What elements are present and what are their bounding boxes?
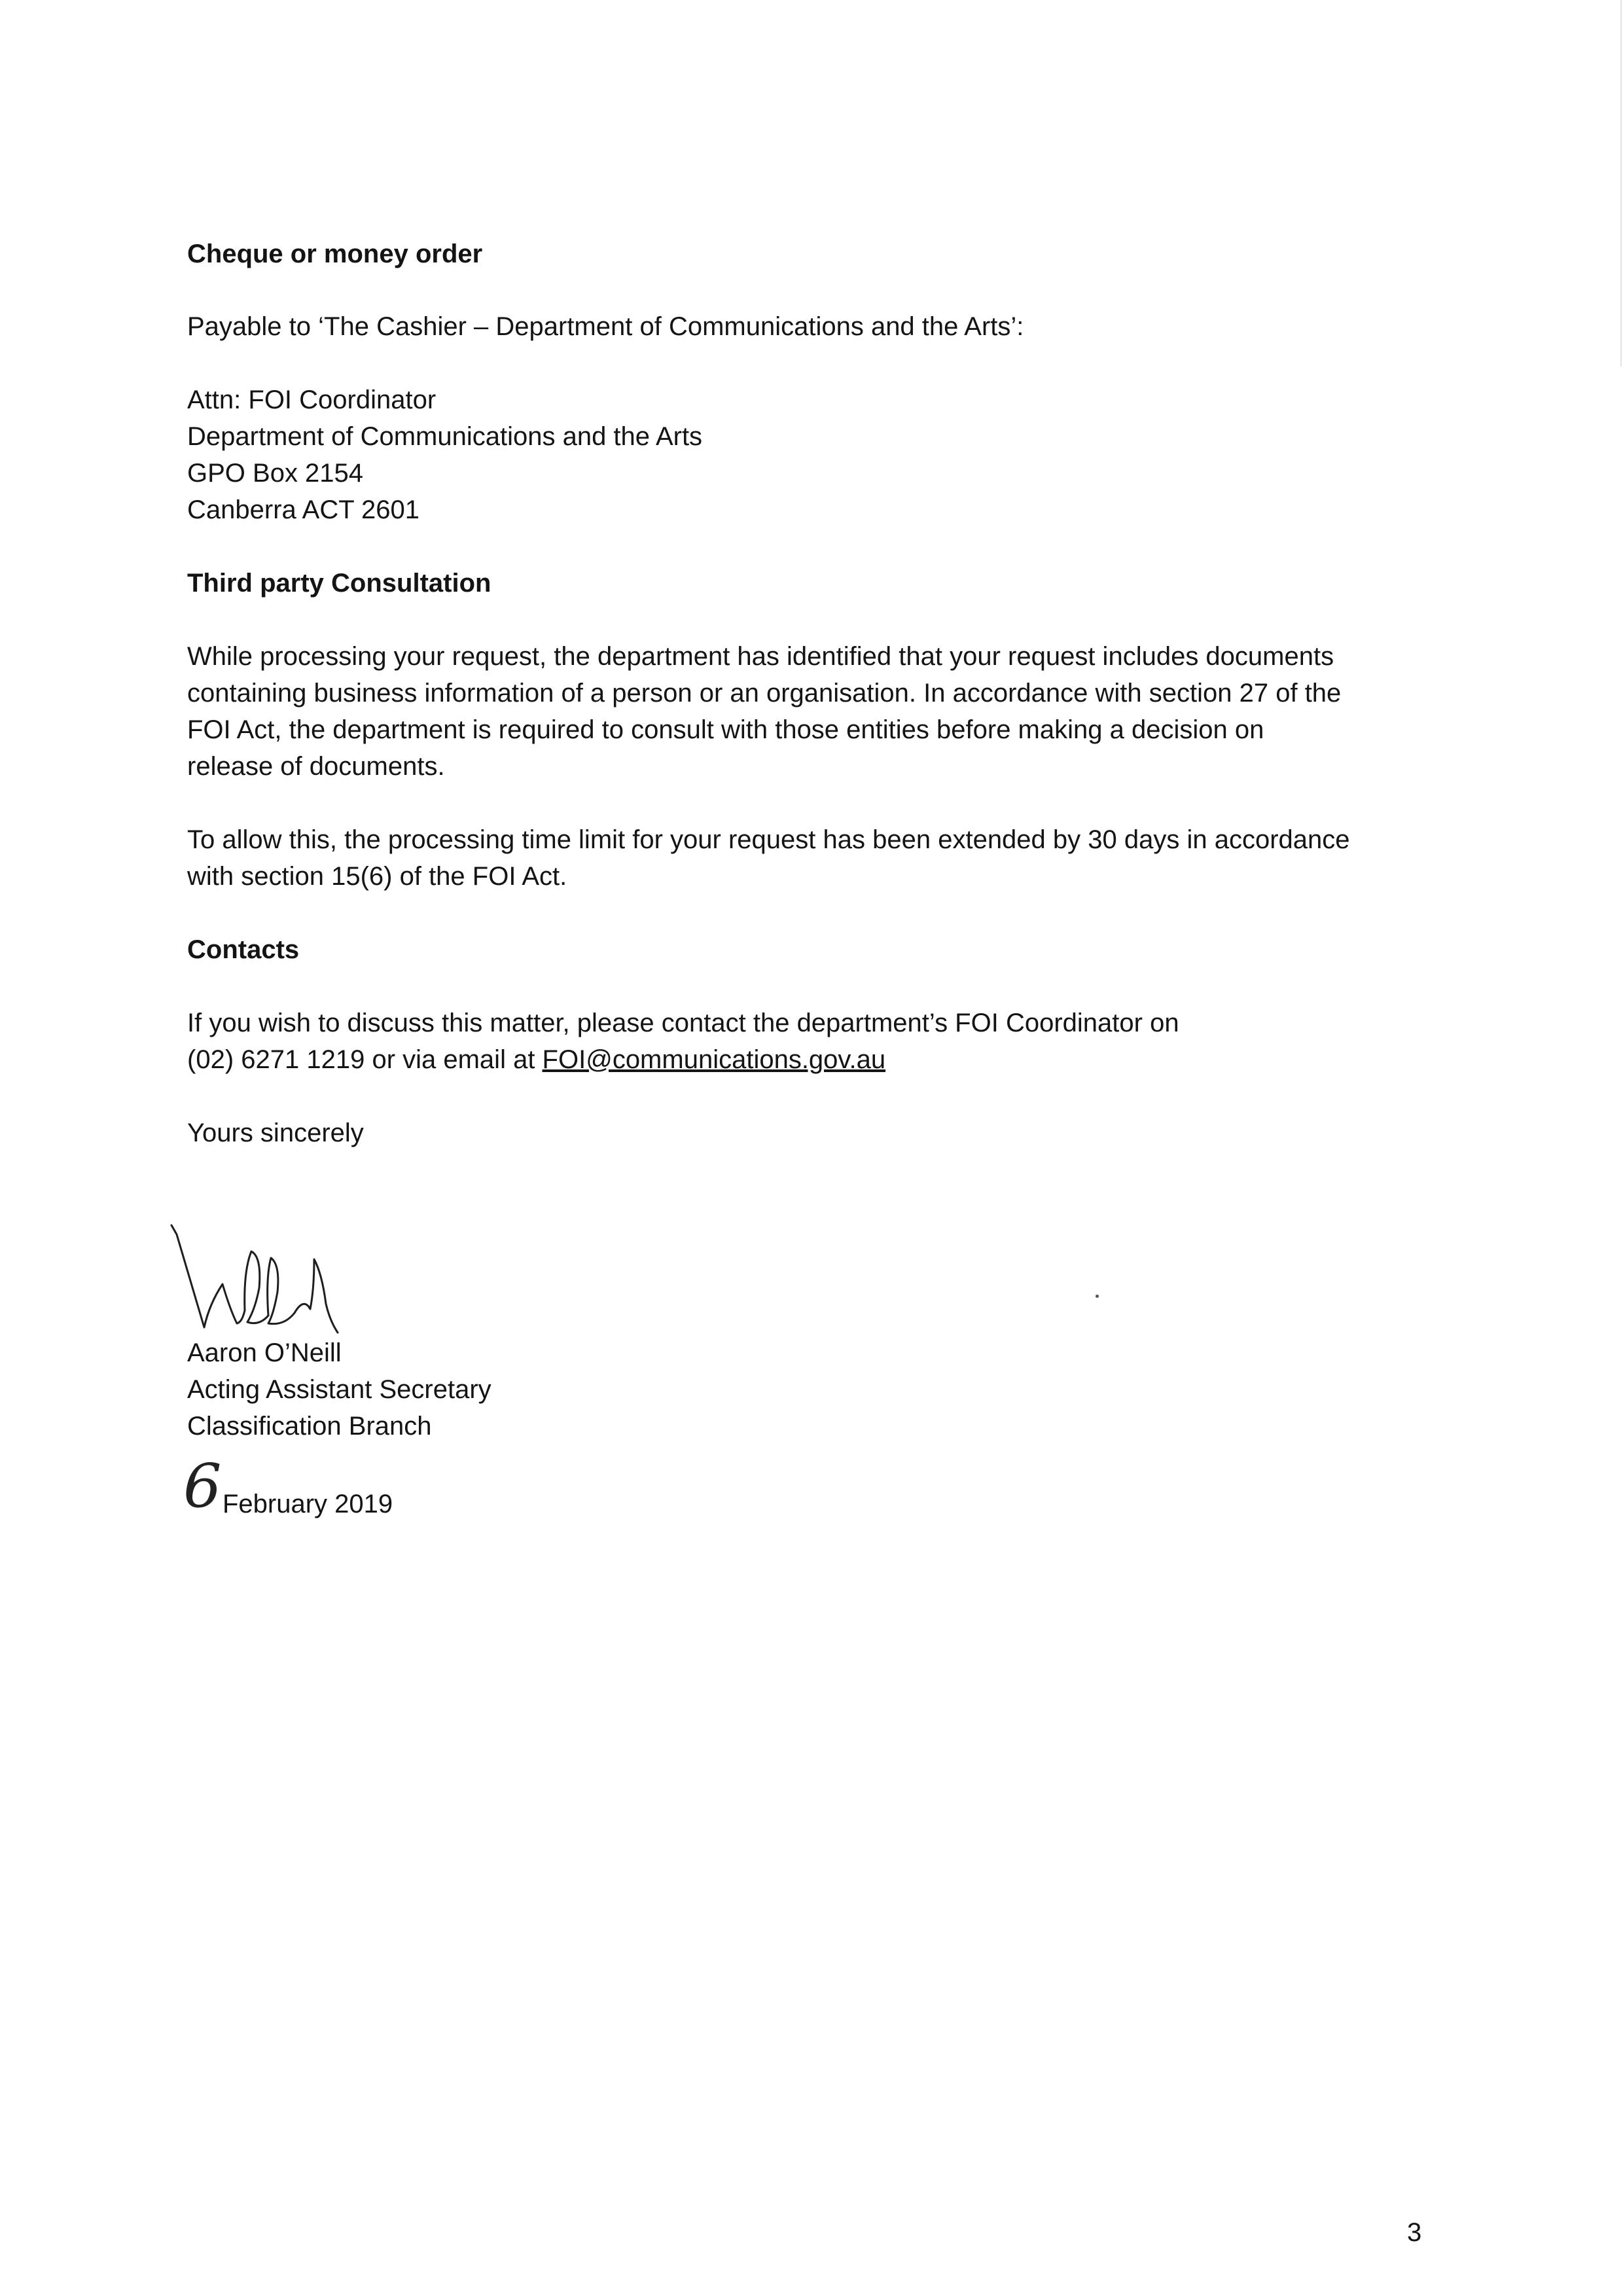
paragraph-line: While processing your request, the department has identified that your request includes documents [187, 642, 1334, 671]
phone-text: (02) 6271 1219 or via email at [187, 1045, 543, 1074]
salutation: Yours sincerely [187, 1119, 364, 1147]
signatory-title: Acting Assistant Secretary [187, 1375, 491, 1404]
scan-edge-mark [1620, 0, 1622, 367]
date-month-year: February 2019 [223, 1490, 393, 1518]
address-line: GPO Box 2154 [187, 459, 364, 488]
cheque-heading: Cheque or money order [187, 240, 483, 268]
consultation-heading: Third party Consultation [187, 569, 491, 598]
address-line: Department of Communications and the Arts [187, 422, 703, 451]
handwritten-signature [164, 1211, 360, 1342]
signatory-name: Aaron O’Neill [187, 1338, 342, 1367]
scan-speck [1096, 1295, 1099, 1298]
handwritten-date-day: 6 [183, 1451, 222, 1521]
contacts-heading: Contacts [187, 935, 300, 964]
email-link[interactable]: FOI@communications.gov.au [542, 1045, 886, 1074]
address-line: Attn: FOI Coordinator [187, 386, 437, 414]
paragraph-line: release of documents. [187, 752, 445, 781]
signatory-branch: Classification Branch [187, 1412, 432, 1441]
paragraph-line: To allow this, the processing time limit for your request has been extended by 30 days in accordance [187, 825, 1350, 854]
paragraph-line: containing business information of a person or an organisation. In accordance with section 27 of the [187, 679, 1342, 708]
page-number: 3 [1407, 2218, 1422, 2247]
payable-line: Payable to ‘The Cashier – Department of Communications and the Arts’: [187, 312, 1024, 341]
contacts-line-phone [187, 1041, 885, 1078]
contacts-line: If you wish to discuss this matter, please contact the department’s FOI Coordinator on [187, 1009, 1179, 1037]
paragraph-line: with section 15(6) of the FOI Act. [187, 862, 567, 891]
address-line: Canberra ACT 2601 [187, 495, 420, 524]
paragraph-line: FOI Act, the department is required to consult with those entities before making a decision on [187, 715, 1264, 744]
